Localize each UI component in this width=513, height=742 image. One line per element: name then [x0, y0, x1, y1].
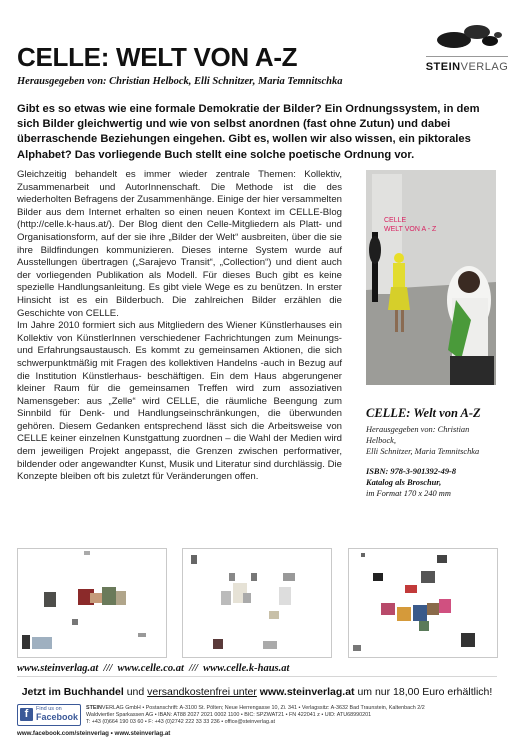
promo-line: Jetzt im Buchhandel und versandkostenfrei unter www.steinverlag.at um nur 18,00 Euro erhältlich!: [21, 686, 493, 698]
shipping-link[interactable]: versandkostenfrei unter: [147, 686, 257, 698]
cover-title: CELLE WELT VON A - Z: [384, 217, 437, 233]
book-cover-image: [366, 170, 496, 385]
body-paragraph-2: Im Jahre 2010 formiert sich aus Mitgliedern des Wiener Künstlerhauses ein Kollektiv von KünstlerInnen verschiedener Fachrichtungen zum Meinungs- und Erfahrungsaustausch. Es kommt zu gemeinsamen Aktionen, die sich schwerpunktmäßig mit Fragen des kollektiven Handelns -auch in Bezug auf die Institution Künstlerhaus- beschäftigen. Ein dem Haus abgerungener kleiner Raum für die gemeinsamen Treffen wird zum assoziativen Namensgeber: aus „Zelle“ wird CELLE, die räumliche Beengung zum Sinnbild für Denk- und Handlungseinschränkungen, die überwunden gehören. Diesem Gedanken entsprechend lässt sich die Arbeitsweise von CELLE keiner einzelnen Kunstgattung zuordnen – die Wahl der Medien wird dem jeweiligen Projekt angepasst, die Grenzen zwischen performativer, bildender oder angewandter Kunst, Musik und Literatur sind durchlässig. Die Konzepte bleiben oft bis zuletzt für Veränderungen offen.: [17, 320, 342, 483]
facebook-label: Facebook: [36, 712, 79, 722]
page-preview-2: [182, 548, 332, 658]
book-format: im Format 170 x 240 mm: [366, 489, 451, 498]
intro-paragraph: Gibt es so etwas wie eine formale Demokratie der Bilder? Ein Ordnungssystem, in dem sich Bilder gleichwertig und wie von selbst anordnen (fast ohne Zutun) und dabei überraschende Beziehungen eingehen. Gibt es, wollen wir also wissen, ein piktorales Alphabet? Das vorliegende Buch stellt eine solche poetische Ordnung vor.: [17, 103, 480, 161]
preview-image: [18, 549, 166, 657]
book-editors: Herausgegeben von: Christian Helbock, Elli Schnitzer, Maria Temnitschka: [366, 425, 480, 456]
stones-icon: [428, 18, 508, 54]
body-text: [17, 169, 342, 484]
facebook-badge[interactable]: [17, 704, 81, 726]
page-title: CELLE: WELT VON A-Z: [17, 42, 298, 72]
book-title: CELLE: Welt von A-Z: [366, 406, 481, 420]
editors-line: Herausgegeben von: Christian Helbock, Elli Schnitzer, Maria Temnitschka: [17, 76, 343, 87]
book-info: [366, 406, 501, 499]
preview-image: [183, 549, 331, 657]
logo-divider: [426, 56, 508, 57]
page-preview-1: [17, 548, 167, 658]
facebook-small-label: Find us on: [36, 706, 62, 712]
divider: [17, 676, 497, 677]
website-links[interactable]: www.steinverlag.at /// www.celle.co.at /// www.celle.k-haus.at: [17, 663, 290, 674]
isbn: ISBN: 978-3-901392-49-8 Katalog als Broschur,: [366, 467, 457, 487]
imprint: STEINVERLAG GmbH • Postanschrift: A-3100 St. Pölten; Neue Herrengasse 10, Zi. 341 • Verlagssitz: A-3632 Bad Traunstein, Kaltenbach 2/2 Waldviertler Sparkassen AG • IBAN: AT88 2027 2021 0002 1100 • BIC: SPZWAT21 • FN 422041 z • UID: ATU68990201 T: +43 (0)664 190 03 60 • F: +43 (0)2742 222 33 33 236 • office@steinverlag.at: [86, 705, 425, 726]
cover-photo: [366, 170, 496, 385]
footer-links[interactable]: www.facebook.com/steinverlag • www.steinverlag.at: [17, 730, 171, 737]
facebook-icon: f: [20, 708, 33, 721]
page-preview-3: [348, 548, 498, 658]
preview-image: [349, 549, 497, 657]
publisher-logo: [420, 0, 513, 78]
shop-link[interactable]: www.steinverlag.at: [256, 686, 355, 698]
logo-wordmark: STEINVERLAG: [425, 61, 509, 73]
body-paragraph-1: Gleichzeitig behandelt es immer wieder zentrale Themen: Kollektiv, Zusammenarbeit und AutorInnenschaft. Die Methode ist die des wiederholten Befragens der Zusammenhänge. Einige der hier versammelten Bilder aus dem Internet erhalten so einen neuen Kontext im CELLE-Blog (http://celle.k-haus.at/). Der Blog dient den Celle-Mitgliedern als Platt- und Organisationsform, auf der sie ihre „Bilder der Welt“ ausbreiten, über die sie ihre Bildfindungen kommunizieren. Dieses interne System wurde auf Ausstellungen übertragen („Sarajevo Transit“, „Collection“) und dient auch der vorliegenden Publikation als Modell. Für dieses Buch gibt es keine spezielle Handlungsanleitung. Es gibt viele Wege es zu benützen. In erster Hinsicht ist es ein Bilderbuch. Die zahlreichen Bilder erzählen die Geschichte von CELLE.: [17, 169, 342, 319]
